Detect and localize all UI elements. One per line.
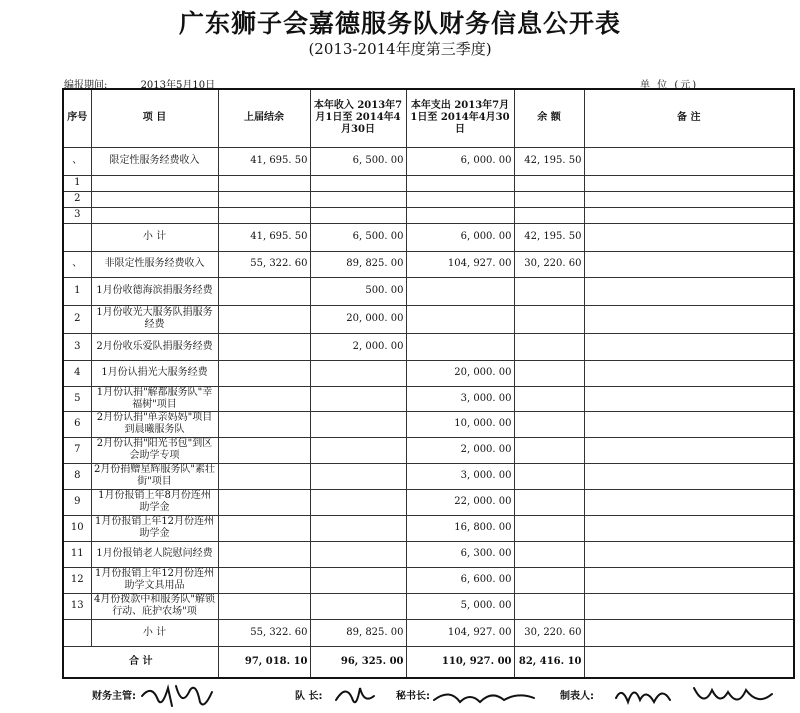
- prev-balance-cell: [218, 489, 310, 515]
- prev-balance-cell: [218, 191, 310, 207]
- income-cell: 89, 825. 00: [310, 251, 406, 277]
- item-cell: 非限定性服务经费收入: [91, 251, 218, 277]
- table-row: [63, 277, 794, 305]
- notes-cell: [584, 333, 794, 360]
- table-row: [63, 515, 794, 541]
- balance-cell: [514, 333, 584, 360]
- total-prev-balance: 97, 018. 10: [218, 646, 310, 678]
- item-cell: 小 计: [91, 619, 218, 646]
- notes-cell: [584, 277, 794, 305]
- item-cell: [91, 191, 218, 207]
- prev-balance-cell: 41, 695. 50: [218, 147, 310, 175]
- balance-cell: [514, 386, 584, 411]
- table-row: [63, 386, 794, 411]
- item-cell: 1月份收光大服务队捐服务经费: [91, 305, 218, 333]
- captain-signature: [330, 680, 380, 712]
- seq-cell: [63, 619, 91, 646]
- income-cell: 20, 000. 00: [310, 305, 406, 333]
- table-row: [63, 567, 794, 593]
- item-cell: 1月份认捐光大服务经费: [91, 360, 218, 386]
- table-header-row: [63, 89, 794, 147]
- prev-balance-cell: [218, 593, 310, 619]
- notes-cell: [584, 147, 794, 175]
- seq-cell: 3: [63, 207, 91, 223]
- preparer-label: 制表人:: [560, 691, 594, 702]
- report-period-label: 编报期间:: [64, 80, 108, 91]
- table-row: [63, 541, 794, 567]
- income-cell: 6, 500. 00: [310, 223, 406, 251]
- notes-cell: [584, 207, 794, 223]
- notes-cell: [584, 567, 794, 593]
- balance-cell: [514, 437, 584, 463]
- table-row: [63, 411, 794, 437]
- finance-supervisor-label: 财务主管:: [92, 691, 136, 702]
- header-expense: 本年支出 2013年7月1日至 2014年4月30日: [406, 89, 514, 147]
- item-cell: 小 计: [91, 223, 218, 251]
- page-title: 广东狮子会嘉德服务队财务信息公开表: [178, 9, 621, 38]
- notes-cell: [584, 463, 794, 489]
- notes-cell: [584, 437, 794, 463]
- item-cell: 2月份收乐爱队捐服务经费: [91, 333, 218, 360]
- notes-cell: [584, 175, 794, 191]
- balance-cell: 42, 195. 50: [514, 147, 584, 175]
- header-seq: 序号: [63, 89, 91, 147]
- prev-balance-cell: 55, 322. 60: [218, 251, 310, 277]
- notes-cell: [584, 305, 794, 333]
- balance-cell: 42, 195. 50: [514, 223, 584, 251]
- notes-cell: [584, 515, 794, 541]
- income-cell: [310, 567, 406, 593]
- income-cell: [310, 515, 406, 541]
- expense-cell: 3, 000. 00: [406, 463, 514, 489]
- seq-cell: 1: [63, 175, 91, 191]
- table-row: [63, 191, 794, 207]
- seq-cell: 3: [63, 333, 91, 360]
- table-row: [63, 175, 794, 191]
- balance-cell: 30, 220. 60: [514, 619, 584, 646]
- balance-cell: [514, 277, 584, 305]
- prev-balance-cell: [218, 515, 310, 541]
- item-cell: 1月份报销上年12月份连州助学金: [91, 515, 218, 541]
- income-cell: [310, 411, 406, 437]
- seq-cell: 8: [63, 463, 91, 489]
- seq-cell: 13: [63, 593, 91, 619]
- header-income: 本年收入 2013年7月1日至 2014年4月30日: [310, 89, 406, 147]
- prev-balance-cell: 55, 322. 60: [218, 619, 310, 646]
- table-row: [63, 619, 794, 646]
- prev-balance-cell: [218, 463, 310, 489]
- balance-cell: 30, 220. 60: [514, 251, 584, 277]
- seq-cell: 10: [63, 515, 91, 541]
- income-cell: [310, 593, 406, 619]
- income-cell: [310, 437, 406, 463]
- seq-cell: 、: [63, 251, 91, 277]
- item-cell: 限定性服务经费收入: [91, 147, 218, 175]
- notes-cell: [584, 223, 794, 251]
- expense-cell: 6, 300. 00: [406, 541, 514, 567]
- prev-balance-cell: [218, 277, 310, 305]
- notes-cell: [584, 411, 794, 437]
- seq-cell: 、: [63, 147, 91, 175]
- expense-cell: 22, 000. 00: [406, 489, 514, 515]
- table-row: [63, 463, 794, 489]
- item-cell: 2月份认捐"阳光书包"到区会助学专项: [91, 437, 218, 463]
- income-cell: [310, 489, 406, 515]
- expense-cell: [406, 333, 514, 360]
- seq-cell: 11: [63, 541, 91, 567]
- expense-cell: [406, 305, 514, 333]
- balance-cell: [514, 489, 584, 515]
- balance-cell: [514, 593, 584, 619]
- notes-cell: [584, 360, 794, 386]
- notes-cell: [584, 386, 794, 411]
- seq-cell: [63, 223, 91, 251]
- signature-footer: [0, 678, 800, 713]
- seq-cell: 9: [63, 489, 91, 515]
- income-cell: [310, 386, 406, 411]
- notes-cell: [584, 191, 794, 207]
- expense-cell: 5, 000. 00: [406, 593, 514, 619]
- header-prev-balance: 上届结余: [218, 89, 310, 147]
- item-cell: 4月份拨款中和服务队"解锁行动、庇护农场"项: [91, 593, 218, 619]
- expense-cell: [406, 191, 514, 207]
- balance-cell: [514, 207, 584, 223]
- prev-balance-cell: [218, 541, 310, 567]
- total-income: 96, 325. 00: [310, 646, 406, 678]
- income-cell: 500. 00: [310, 277, 406, 305]
- balance-cell: [514, 191, 584, 207]
- table-row: [63, 251, 794, 277]
- seq-cell: 4: [63, 360, 91, 386]
- balance-cell: [514, 175, 584, 191]
- item-cell: [91, 207, 218, 223]
- balance-cell: [514, 411, 584, 437]
- income-cell: [310, 360, 406, 386]
- secretary-signature: [430, 682, 540, 710]
- seq-cell: 12: [63, 567, 91, 593]
- expense-cell: 20, 000. 00: [406, 360, 514, 386]
- total-label: 合 计: [63, 646, 218, 678]
- balance-cell: [514, 305, 584, 333]
- table-row: [63, 360, 794, 386]
- expense-cell: 3, 000. 00: [406, 386, 514, 411]
- table-row: [63, 147, 794, 175]
- table-row: [63, 223, 794, 251]
- item-cell: [91, 175, 218, 191]
- balance-cell: [514, 463, 584, 489]
- income-cell: 89, 825. 00: [310, 619, 406, 646]
- seq-cell: 2: [63, 305, 91, 333]
- seq-cell: 7: [63, 437, 91, 463]
- header-notes: 备 注: [584, 89, 794, 147]
- expense-cell: 104, 927. 00: [406, 619, 514, 646]
- item-cell: 1月份认捐"解都服务队"幸福树"项目: [91, 386, 218, 411]
- item-cell: 1月份报销老人院慰问经费: [91, 541, 218, 567]
- expense-cell: 10, 000. 00: [406, 411, 514, 437]
- notes-cell: [584, 489, 794, 515]
- expense-cell: 16, 800. 00: [406, 515, 514, 541]
- notes-cell: [584, 541, 794, 567]
- prev-balance-cell: [218, 411, 310, 437]
- expense-cell: 6, 000. 00: [406, 223, 514, 251]
- income-cell: [310, 175, 406, 191]
- income-cell: 2, 000. 00: [310, 333, 406, 360]
- expense-cell: [406, 175, 514, 191]
- expense-cell: 2, 000. 00: [406, 437, 514, 463]
- prev-balance-cell: [218, 386, 310, 411]
- income-cell: [310, 207, 406, 223]
- seq-cell: 6: [63, 411, 91, 437]
- notes-cell: [584, 619, 794, 646]
- finance-supervisor-signature: [138, 678, 216, 712]
- balance-cell: [514, 360, 584, 386]
- notes-cell: [584, 593, 794, 619]
- prev-balance-cell: [218, 360, 310, 386]
- page-subtitle: (2013-2014年度第三季度): [308, 40, 492, 58]
- item-cell: 1月份报销上年12月份连州助学文具用品: [91, 567, 218, 593]
- item-cell: 2月份认捐"单亲妈妈"项目到晨曦服务队: [91, 411, 218, 437]
- item-cell: 2月份捐赠星辉服务队"素壮街"项目: [91, 463, 218, 489]
- seq-cell: 2: [63, 191, 91, 207]
- total-row: [63, 646, 794, 678]
- header-item: 项 目: [91, 89, 218, 147]
- balance-cell: [514, 515, 584, 541]
- total-expense: 110, 927. 00: [406, 646, 514, 678]
- seq-cell: 5: [63, 386, 91, 411]
- balance-cell: [514, 567, 584, 593]
- table-row: [63, 305, 794, 333]
- table-row: [63, 207, 794, 223]
- expense-cell: 6, 000. 00: [406, 147, 514, 175]
- balance-cell: [514, 541, 584, 567]
- captain-label: 队 长:: [295, 691, 323, 702]
- total-balance: 82, 416. 10: [514, 646, 584, 678]
- prev-balance-cell: [218, 333, 310, 360]
- total-notes: [584, 646, 794, 678]
- header-balance: 余 额: [514, 89, 584, 147]
- prev-balance-cell: [218, 305, 310, 333]
- table-row: [63, 489, 794, 515]
- seq-cell: 1: [63, 277, 91, 305]
- income-cell: [310, 541, 406, 567]
- expense-cell: [406, 277, 514, 305]
- item-cell: 1月份报销上年8月份连州助学金: [91, 489, 218, 515]
- expense-cell: 6, 600. 00: [406, 567, 514, 593]
- secretary-label: 秘书长:: [396, 691, 430, 702]
- expense-cell: 104, 927. 00: [406, 251, 514, 277]
- prev-balance-cell: 41, 695. 50: [218, 223, 310, 251]
- notes-cell: [584, 251, 794, 277]
- prev-balance-cell: [218, 437, 310, 463]
- income-cell: [310, 191, 406, 207]
- table-row: [63, 333, 794, 360]
- table-row: [63, 593, 794, 619]
- prev-balance-cell: [218, 207, 310, 223]
- table-row: [63, 437, 794, 463]
- preparer-signature: [612, 678, 782, 712]
- unit-label: 单 位 (元): [640, 80, 699, 91]
- income-cell: [310, 463, 406, 489]
- item-cell: 1月份收德海滨捐服务经费: [91, 277, 218, 305]
- report-period-value: 2013年5月10日: [140, 80, 216, 91]
- expense-cell: [406, 207, 514, 223]
- income-cell: 6, 500. 00: [310, 147, 406, 175]
- finance-table: [62, 88, 795, 679]
- prev-balance-cell: [218, 175, 310, 191]
- prev-balance-cell: [218, 567, 310, 593]
